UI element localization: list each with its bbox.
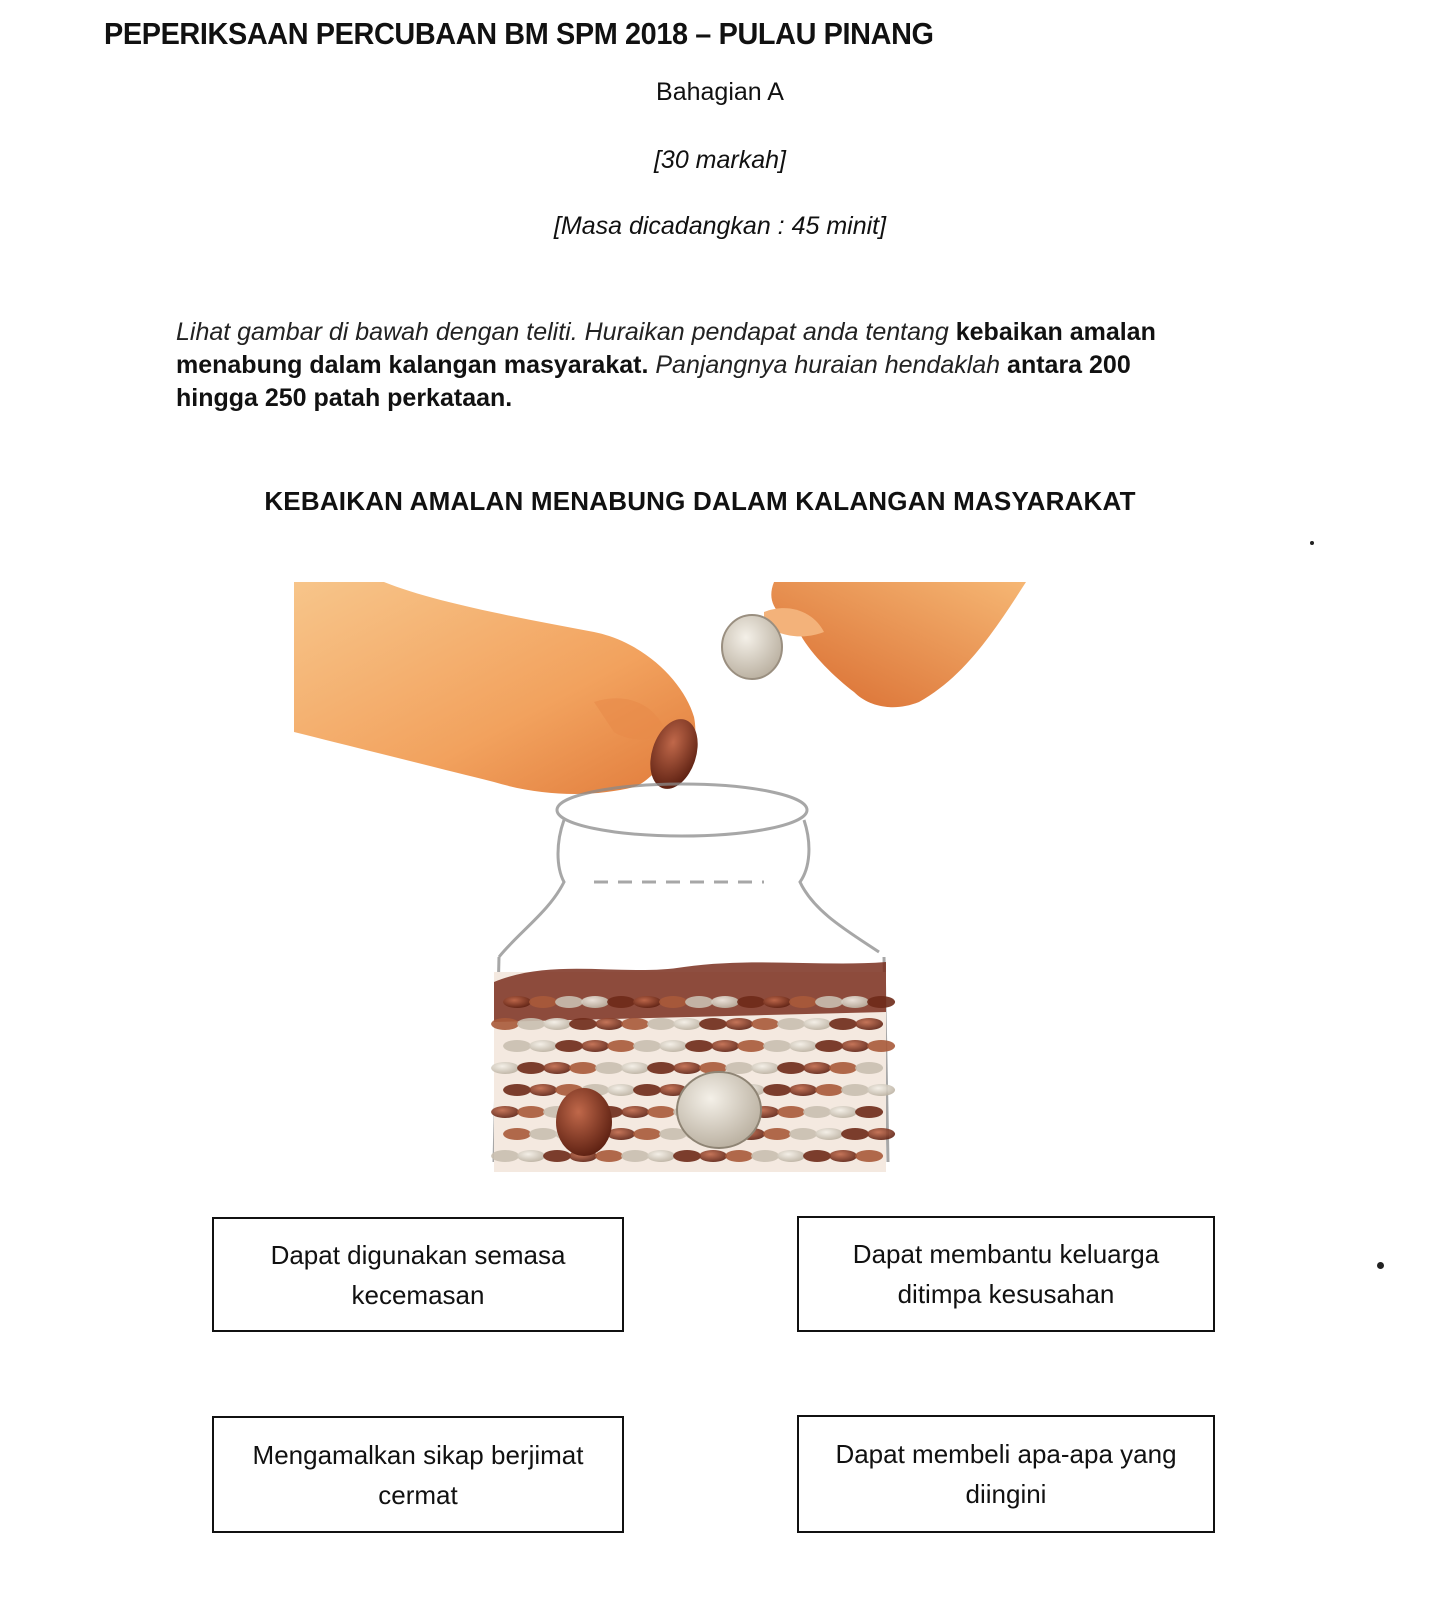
jar-coin <box>621 1062 649 1074</box>
point-box-3: Mengamalkan sikap berjimat cermat <box>212 1416 624 1533</box>
jar-coin <box>789 996 817 1008</box>
jar-coin <box>673 1062 701 1074</box>
jar-coin <box>517 1106 545 1118</box>
point-box-1: Dapat digunakan semasa kecemasan <box>212 1217 624 1332</box>
jar-coin <box>543 1150 571 1162</box>
jar-coin <box>529 1084 557 1096</box>
jar-coin <box>855 1018 883 1030</box>
jar-coin <box>855 1150 883 1162</box>
jar-coin <box>711 1040 739 1052</box>
jar-coin <box>763 996 791 1008</box>
jar-coin <box>529 1128 557 1140</box>
jar-coin <box>581 1040 609 1052</box>
jar-coin <box>517 1018 545 1030</box>
jar-coin <box>659 1040 687 1052</box>
jar-coin <box>815 1040 843 1052</box>
jar-coin <box>503 1128 531 1140</box>
jar-coin <box>777 1106 805 1118</box>
jar-coin <box>711 996 739 1008</box>
jar-coin <box>555 1040 583 1052</box>
jar-coin <box>829 1062 857 1074</box>
point-box-4: Dapat membeli apa-apa yang diingini <box>797 1415 1215 1533</box>
jar-coin <box>841 1040 869 1052</box>
jar-coin <box>491 1018 519 1030</box>
jar-coin <box>725 1018 753 1030</box>
jar-coin <box>777 1150 805 1162</box>
jar-coin <box>647 1062 675 1074</box>
jar-coin <box>517 1062 545 1074</box>
jar-coin <box>777 1062 805 1074</box>
jar-coin <box>673 1150 701 1162</box>
instructions <box>176 316 1186 415</box>
jar-coin <box>633 1084 661 1096</box>
jar-coin <box>777 1018 805 1030</box>
jar-coin <box>685 1040 713 1052</box>
jar-coin <box>569 1062 597 1074</box>
instruction-part-2: kebaikan amalan menabung dalam kalangan masyarakat. <box>176 318 1156 379</box>
jar-coin <box>763 1040 791 1052</box>
jar-coin <box>685 996 713 1008</box>
jar-coin <box>829 1018 857 1030</box>
jar-coin <box>751 1018 779 1030</box>
jar-coin <box>503 1084 531 1096</box>
point-box-2: Dapat membantu keluarga ditimpa kesusahan <box>797 1216 1215 1332</box>
jar-coin <box>803 1062 831 1074</box>
jar-coin <box>751 1150 779 1162</box>
marks-label: [30 markah] <box>653 146 786 174</box>
jar-coin <box>867 1128 895 1140</box>
jar-coin <box>647 1106 675 1118</box>
jar-coin <box>595 1150 623 1162</box>
large-silver-coin <box>677 1072 761 1148</box>
jar-coin <box>633 996 661 1008</box>
jar-coin <box>867 1084 895 1096</box>
right-hand-shape <box>764 582 1026 707</box>
jar-coin <box>517 1150 545 1162</box>
jar-coin <box>841 996 869 1008</box>
jar-coin <box>725 1150 753 1162</box>
jar-coin <box>673 1018 701 1030</box>
jar-coin <box>569 1018 597 1030</box>
jar-coin <box>803 1106 831 1118</box>
page-title: PEPERIKSAAN PERCUBAAN BM SPM 2018 – PULAU PINANG <box>104 16 934 51</box>
jar-coin <box>607 1128 635 1140</box>
section-heading: Bahagian A <box>656 78 784 106</box>
jar-coin <box>803 1018 831 1030</box>
jar-coin <box>829 1106 857 1118</box>
jar-coin <box>647 1150 675 1162</box>
instruction-part-3: Panjangnya huraian hendaklah <box>655 351 1001 379</box>
jar-coin <box>829 1150 857 1162</box>
jar-coin <box>751 1062 779 1074</box>
jar-coin <box>581 996 609 1008</box>
jar-coin <box>659 996 687 1008</box>
jar-coin <box>595 1018 623 1030</box>
jar-coin <box>855 1106 883 1118</box>
jar-coin <box>491 1150 519 1162</box>
coin-jar-image <box>294 582 1038 1172</box>
jar-coin <box>607 1040 635 1052</box>
jar-coin <box>789 1084 817 1096</box>
jar-coin <box>803 1150 831 1162</box>
jar-coin <box>789 1040 817 1052</box>
essay-topic: KEBAIKAN AMALAN MENABUNG DALAM KALANGAN MASYARAKAT <box>264 486 1136 516</box>
jar-coin <box>621 1150 649 1162</box>
jar-coin <box>699 1150 727 1162</box>
jar-coin <box>543 1018 571 1030</box>
jar-coin <box>607 996 635 1008</box>
left-hand-shape <box>294 582 695 794</box>
jar-coin <box>867 1040 895 1052</box>
jar-coin <box>529 1040 557 1052</box>
jar-coin <box>503 1040 531 1052</box>
instruction-part-4: antara 200 hingga 250 patah perkataan. <box>176 351 1131 412</box>
jar-coin <box>491 1062 519 1074</box>
jar-coin <box>763 1084 791 1096</box>
jar-coin <box>841 1128 869 1140</box>
jar-coin <box>737 1040 765 1052</box>
jar-coin <box>633 1040 661 1052</box>
jar-coin <box>841 1084 869 1096</box>
jar-coin <box>699 1018 727 1030</box>
jar-coin <box>503 996 531 1008</box>
jar-coin <box>529 996 557 1008</box>
scan-speck <box>1310 541 1314 545</box>
jar-coin <box>815 996 843 1008</box>
time-label: [Masa dicadangkan : 45 minit] <box>553 212 887 240</box>
jar-coin <box>763 1128 791 1140</box>
copper-coin-front <box>556 1088 612 1156</box>
jar-coin <box>555 996 583 1008</box>
jar-coin <box>621 1106 649 1118</box>
jar-coin <box>543 1062 571 1074</box>
jar-coin <box>815 1128 843 1140</box>
jar-coin <box>633 1128 661 1140</box>
jar-coin <box>607 1084 635 1096</box>
jar-coin <box>855 1062 883 1074</box>
jar-coin <box>491 1106 519 1118</box>
jar-coin <box>621 1018 649 1030</box>
instruction-part-1: Lihat gambar di bawah dengan teliti. Huraikan pendapat anda tentang <box>176 318 949 346</box>
jar-coin <box>867 996 895 1008</box>
jar-coin <box>595 1062 623 1074</box>
scan-speck <box>1377 1262 1384 1269</box>
jar-coin <box>647 1018 675 1030</box>
jar-coin <box>789 1128 817 1140</box>
jar-coin <box>737 996 765 1008</box>
jar-coin <box>815 1084 843 1096</box>
silver-coin-held <box>722 615 782 679</box>
